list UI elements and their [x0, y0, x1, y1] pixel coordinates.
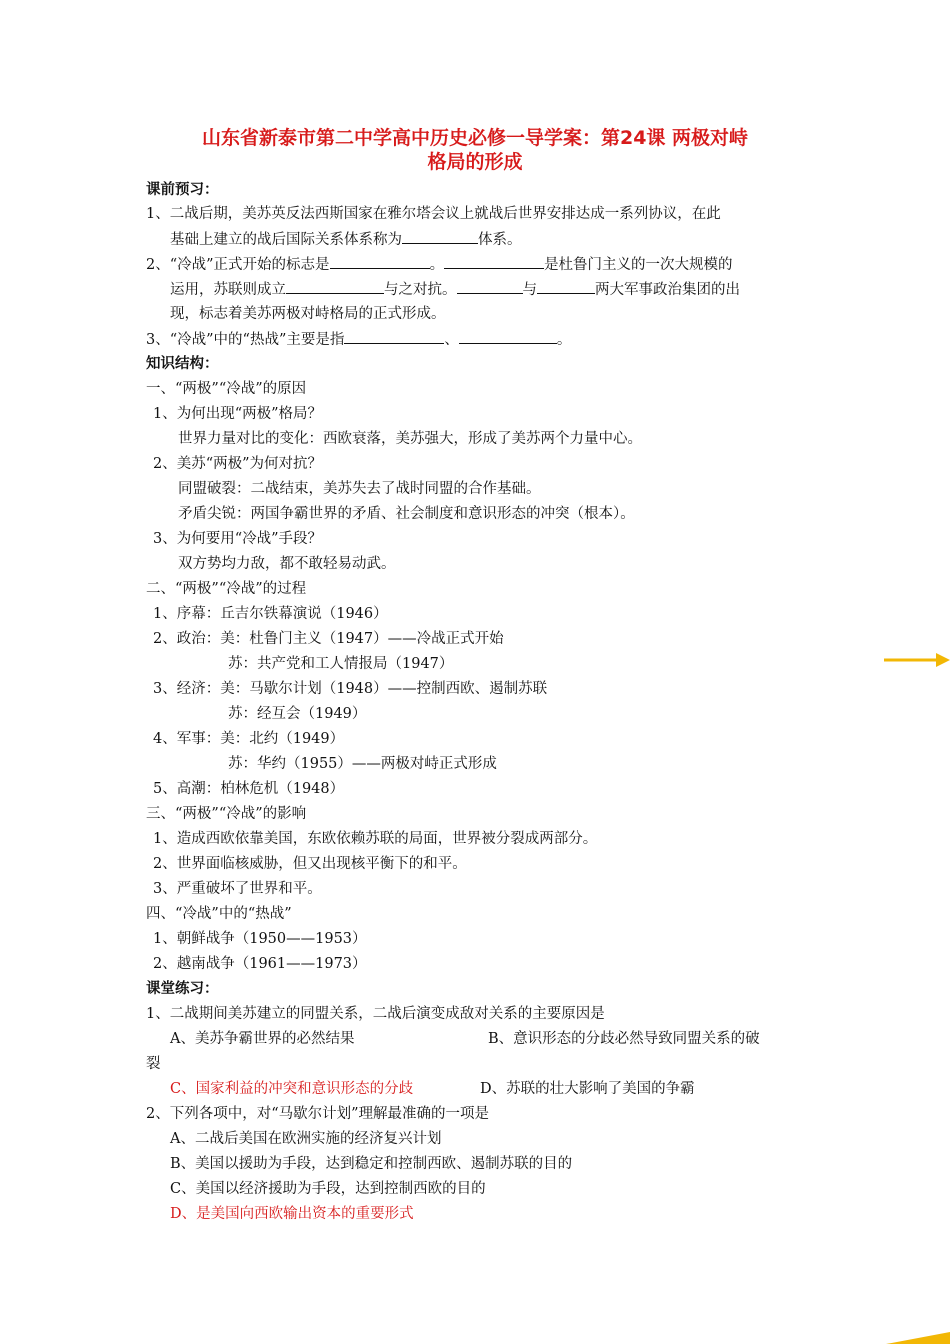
structure-heading: 知识结构： — [146, 356, 219, 372]
preview-q1-line1: 1、二战后期，美苏英反法西斯国家在雅尔塔会议上就战后世界安排达成一系列协议，在此 — [146, 206, 721, 222]
preview-q2-sep: 。 — [429, 257, 445, 273]
preview-q2-text2: 运用，苏联则成立 — [170, 282, 286, 298]
fill-blank[interactable] — [344, 329, 444, 344]
structure-line: 三、“两极”“冷战”的影响 — [146, 806, 307, 822]
preview-q3-sep: 、 — [444, 332, 459, 348]
structure-line: 四、“冷战”中的“热战” — [146, 906, 292, 922]
page-corner-mark-icon — [880, 1330, 950, 1344]
preview-q2-line2 — [170, 279, 740, 300]
preview-q1-text: 基础上建立的战后国际关系体系称为 — [170, 232, 402, 248]
structure-line: 1、朝鲜战争（1950——1953） — [153, 931, 367, 947]
structure-line: 同盟破裂：二战结束，美苏失去了战时同盟的合作基础。 — [178, 481, 541, 497]
practice-q1-option-d: D、苏联的壮大影响了美国的争霸 — [480, 1081, 695, 1097]
structure-line: 矛盾尖锐：两国争霸世界的矛盾、社会制度和意识形态的冲突（根本）。 — [178, 506, 635, 522]
preview-q2-text3: 与之对抗。 — [384, 282, 457, 298]
structure-line: 一、“两极”“冷战”的原因 — [146, 381, 307, 397]
preview-q2-text: 2、“冷战”正式开始的标志是 — [146, 257, 330, 273]
structure-line: 3、经济：美：马歇尔计划（1948）——控制西欧、遏制苏联 — [153, 681, 548, 697]
structure-line: 苏：共产党和工人情报局（1947） — [228, 656, 454, 672]
practice-q2-option-a: A、二战后美国在欧洲实施的经济复兴计划 — [170, 1131, 442, 1147]
structure-line: 苏：经互会（1949） — [228, 706, 367, 722]
structure-line: 2、政治：美：杜鲁门主义（1947）——冷战正式开始 — [153, 631, 504, 647]
preview-q2-line3: 现，标志着美苏两极对峙格局的正式形成。 — [170, 306, 446, 322]
preview-q3-suffix: 。 — [556, 332, 572, 348]
fill-blank[interactable] — [330, 254, 430, 269]
structure-line: 4、军事：美：北约（1949） — [153, 731, 345, 747]
document-title — [130, 126, 820, 174]
practice-q2-option-c: C、美国以经济援助为手段，达到控制西欧的目的 — [170, 1181, 486, 1197]
fill-blank[interactable] — [286, 279, 384, 294]
structure-line: 世界力量对比的变化：西欧衰落，美苏强大，形成了美苏两个力量中心。 — [178, 431, 642, 447]
structure-line: 1、为何出现“两极”格局？ — [153, 406, 323, 422]
practice-q1-option-a: A、美苏争霸世界的必然结果 — [170, 1031, 355, 1047]
practice-q1-option-b: B、意识形态的分歧必然导致同盟关系的破 — [488, 1031, 760, 1047]
preview-q3-text: 3、“冷战”中的“热战”主要是指 — [146, 332, 345, 348]
title-line-1: 山东省新泰市第二中学高中历史必修一导学案：第24课 两极对峙 — [201, 127, 749, 149]
practice-q2-option-d-answer: D、是美国向西欧输出资本的重要形式 — [170, 1206, 414, 1222]
practice-heading: 课堂练习： — [146, 981, 219, 997]
fill-blank[interactable] — [459, 329, 557, 344]
structure-line: 3、严重破坏了世界和平。 — [153, 881, 322, 897]
fill-blank[interactable] — [444, 254, 544, 269]
preview-q1-suffix: 体系。 — [478, 232, 522, 248]
preview-q2-line1 — [146, 254, 733, 275]
preview-q2-text5: 两大军事政治集团的出 — [595, 282, 740, 298]
structure-line: 5、高潮：柏林危机（1948） — [153, 781, 345, 797]
practice-q2-option-b: B、美国以援助为手段，达到稳定和控制西欧、遏制苏联的目的 — [170, 1156, 573, 1172]
structure-line: 1、序幕：丘吉尔铁幕演说（1946） — [153, 606, 388, 622]
preview-q3 — [146, 329, 571, 350]
preview-q2-suffix: 是杜鲁门主义的一次大规模的 — [544, 257, 733, 273]
practice-q2: 2、下列各项中，对“马歇尔计划”理解最准确的一项是 — [146, 1106, 490, 1122]
structure-line: 二、“两极”“冷战”的过程 — [146, 581, 307, 597]
practice-q1: 1、二战期间美苏建立的同盟关系，二战后演变成敌对关系的主要原因是 — [146, 1006, 605, 1022]
structure-line: 3、为何要用“冷战”手段？ — [153, 531, 323, 547]
practice-q1-option-b-cont: 裂 — [146, 1056, 161, 1072]
structure-line: 双方势均力敌，都不敢轻易动武。 — [178, 556, 396, 572]
structure-line: 2、世界面临核威胁，但又出现核平衡下的和平。 — [153, 856, 467, 872]
structure-line: 苏：华约（1955）——两极对峙正式形成 — [228, 756, 497, 772]
title-line-2: 格局的形成 — [427, 151, 523, 173]
fill-blank[interactable] — [457, 279, 523, 294]
arrow-right-icon — [884, 652, 950, 668]
preview-q2-text4: 与 — [522, 282, 537, 298]
structure-line: 2、越南战争（1961——1973） — [153, 956, 367, 972]
structure-line: 1、造成西欧依靠美国，东欧依赖苏联的局面，世界被分裂成两部分。 — [153, 831, 598, 847]
preview-q1-line2 — [170, 229, 522, 250]
fill-blank[interactable] — [402, 229, 478, 244]
preview-heading: 课前预习： — [146, 182, 219, 198]
fill-blank[interactable] — [537, 279, 595, 294]
practice-q1-option-c-answer: C、国家利益的冲突和意识形态的分歧 — [170, 1081, 414, 1097]
structure-line: 2、美苏“两极”为何对抗？ — [153, 456, 323, 472]
